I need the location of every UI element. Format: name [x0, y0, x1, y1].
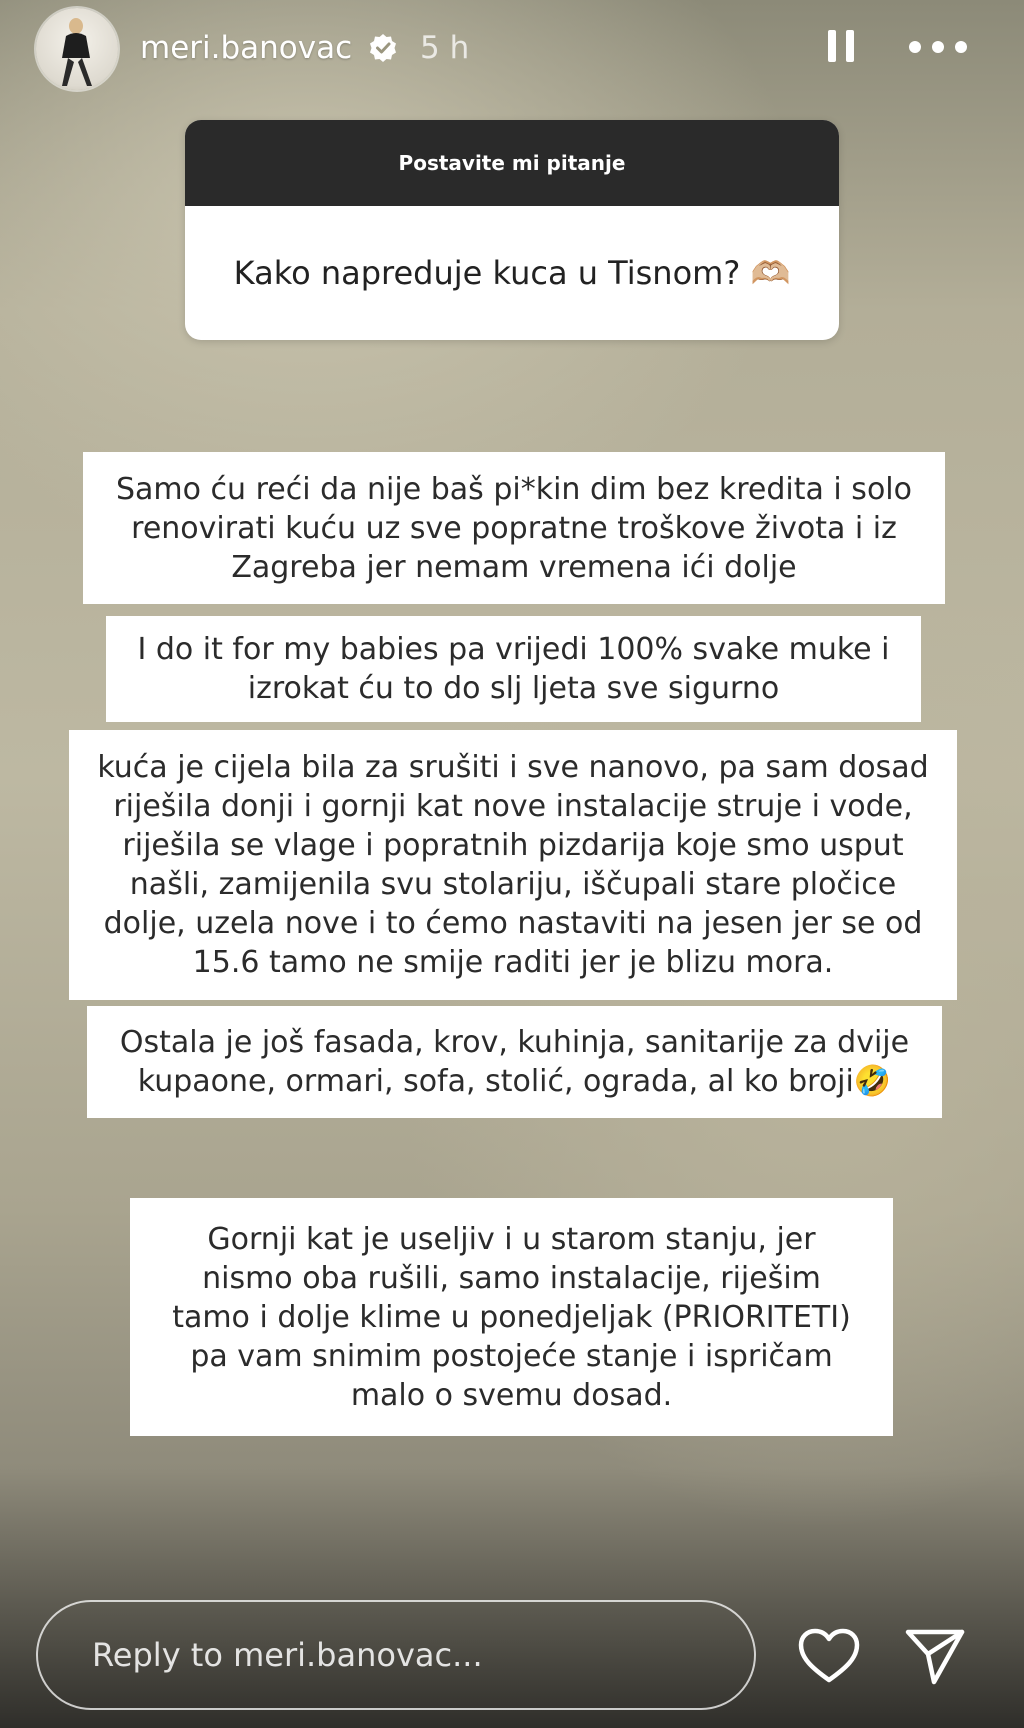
text-line: izrokat ću to do slj ljeta sve sigurno — [247, 671, 780, 706]
text-box-2 — [106, 616, 921, 722]
question-sticker-text: Kako napreduje kuca u Tisnom? 🫶🏼 — [233, 254, 791, 292]
text-line: kupaone, ormari, sofa, stolić, ograda, al ko broji🤣 — [137, 1064, 892, 1099]
text-box-3 — [69, 730, 957, 1000]
text-line: Zagreba jer nemam vremena ići dolje — [231, 549, 797, 585]
text-line: kuća je cijela bila za srušiti i sve nanovo, pa sam dosad — [97, 750, 929, 785]
text-line: Gornji kat je useljiv i u starom stanju, jer — [207, 1221, 816, 1257]
text-box-4 — [87, 1006, 942, 1118]
text-line: dolje, uzela nove i to ćemo nastaviti na jesen jer se od — [103, 906, 923, 941]
text-line: riješila donji i gornji kat nove instalacije struje i vode, — [113, 789, 913, 824]
text-line: našli, zamijenila svu stolariju, iščupali stare pločice — [129, 867, 897, 902]
text-line: tamo i dolje klime u ponedjeljak (PRIORITETI) — [172, 1299, 851, 1335]
story-timestamp: 5 h — [420, 30, 470, 66]
reply-placeholder: Reply to meri.banovac... — [92, 1636, 483, 1674]
pause-icon[interactable] — [826, 28, 856, 64]
text-line: Samo ću reći da nije baš pi*kin dim bez kredita i solo — [116, 471, 912, 507]
question-sticker-title: Postavite mi pitanje — [185, 120, 839, 206]
story-username[interactable]: meri.banovac — [140, 30, 353, 66]
story-header — [0, 0, 1024, 100]
avatar-figure-icon — [36, 8, 118, 90]
text-line: 15.6 tamo ne smije raditi jer je blizu mora. — [192, 945, 834, 980]
avatar[interactable] — [36, 8, 118, 90]
text-line: pa vam snimim postojeće stanje i ispričam — [190, 1338, 833, 1374]
heart-icon[interactable] — [798, 1628, 860, 1684]
text-box-5 — [130, 1198, 893, 1436]
text-line: nismo oba rušili, samo instalacije, riješim — [202, 1260, 821, 1296]
more-icon[interactable] — [908, 40, 968, 54]
text-box-1 — [83, 452, 945, 604]
send-icon[interactable] — [904, 1626, 966, 1686]
text-line: Ostala je još fasada, krov, kuhinja, sanitarije za dvije — [119, 1025, 910, 1060]
reply-input[interactable] — [36, 1600, 756, 1710]
text-line: I do it for my babies pa vrijedi 100% svake muke i — [137, 632, 890, 667]
verified-badge-icon — [368, 33, 398, 63]
question-sticker — [185, 120, 839, 340]
text-line: renovirati kuću uz sve popratne troškove života i iz — [131, 510, 897, 546]
text-line: malo o svemu dosad. — [350, 1377, 673, 1413]
text-line: riješila se vlage i popratnih pizdarija koje smo usput — [122, 828, 904, 863]
